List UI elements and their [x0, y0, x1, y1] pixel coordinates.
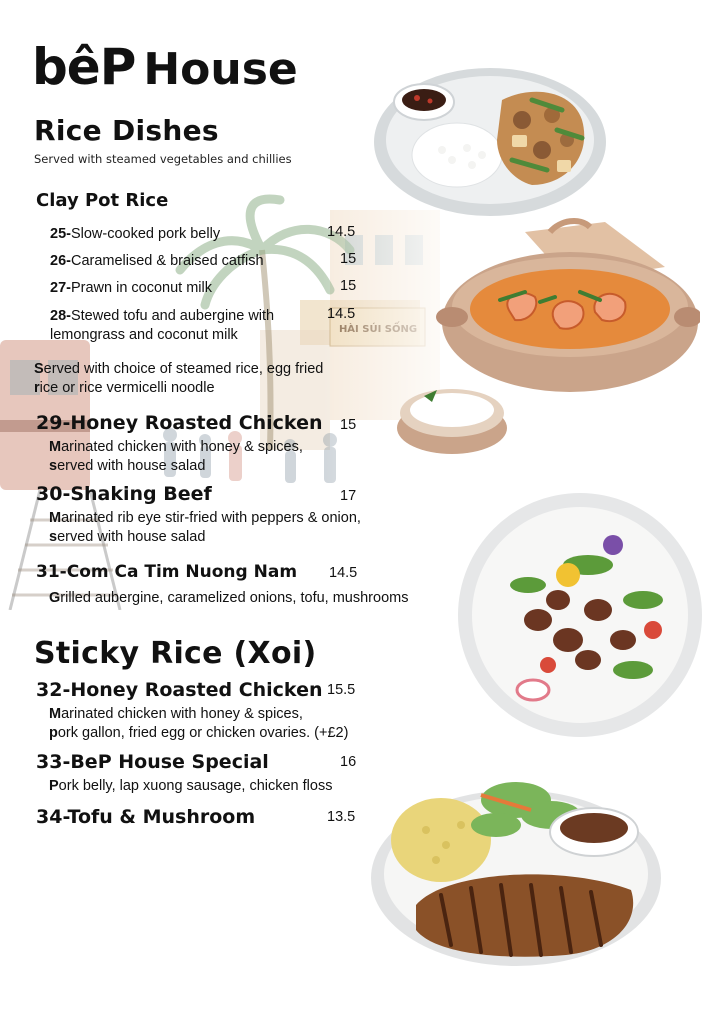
clay-pot-title: Clay Pot Rice — [36, 190, 169, 211]
item-price: 14.5 — [329, 565, 358, 581]
item-price: 15 — [340, 251, 357, 267]
bep-house-logo — [32, 28, 298, 96]
clay-pot-note-line2: rice or rice vermicelli noodle — [34, 380, 215, 396]
item-price: 15 — [340, 417, 357, 433]
item-description-line2: served with house salad — [49, 458, 206, 474]
item-price: 16 — [340, 754, 357, 770]
menu-item-27 — [50, 278, 212, 298]
item-description-line2: pork gallon, fried egg or chicken ovaries. (+£2) — [49, 725, 349, 741]
menu-item-26 — [50, 251, 264, 271]
item-description: Grilled aubergine, caramelized onions, tofu, mushrooms — [49, 590, 409, 606]
item-description: Marinated chicken with honey & spices, — [49, 439, 303, 455]
item-name: Stewed tofu and aubergine with — [70, 308, 275, 324]
item-description: Marinated rib eye stir-fried with peppers & onion, — [49, 510, 361, 526]
item-number: 27- — [50, 280, 71, 296]
menu-item-29-title: 29-Honey Roasted Chicken — [36, 412, 323, 434]
rice-dishes-subtitle: Served with steamed vegetables and chillies — [34, 152, 292, 166]
item-price: 14.5 — [327, 306, 356, 322]
item-price: 15 — [340, 278, 357, 294]
menu-item-28 — [50, 306, 274, 326]
item-description-line2: served with house salad — [49, 529, 206, 545]
item-description: Marinated chicken with honey & spices, — [49, 706, 303, 722]
menu-item-33-title: 33-BeP House Special — [36, 751, 269, 773]
item-number: 28- — [50, 308, 71, 324]
sticky-rice-title: Sticky Rice (Xoi) — [34, 636, 317, 671]
item-number: 25- — [50, 226, 71, 242]
logo-bep: bêP — [32, 38, 136, 96]
sticky-rice-chicken-plate-illustration — [366, 770, 666, 970]
item-number: 26- — [50, 253, 71, 269]
item-price: 14.5 — [327, 224, 356, 240]
rice-bowl-illustration — [392, 368, 512, 458]
item-name: Caramelised & braised catfish — [70, 253, 264, 269]
menu-item-32-title: 32-Honey Roasted Chicken — [36, 679, 323, 701]
item-price: 13.5 — [327, 809, 356, 825]
item-price: 15.5 — [327, 682, 356, 698]
item-name: Prawn in coconut milk — [70, 280, 212, 296]
rice-dishes-title: Rice Dishes — [34, 114, 219, 147]
menu-item-28-line2: lemongrass and coconut milk — [50, 327, 238, 343]
item-name: Slow-cooked pork belly — [70, 226, 221, 242]
shaking-beef-plate-illustration — [448, 490, 712, 740]
clay-pot-note-line1: Served with choice of steamed rice, egg fried — [34, 361, 324, 377]
menu-item-25 — [50, 224, 220, 244]
menu-item-30-title: 30-Shaking Beef — [36, 483, 212, 505]
rice-dish-plate-illustration — [372, 60, 608, 220]
menu-item-31-title: 31-Com Ca Tim Nuong Nam — [36, 562, 298, 582]
logo-house: House — [143, 44, 298, 95]
item-price: 17 — [340, 488, 357, 504]
item-description: Pork belly, lap xuong sausage, chicken floss — [49, 778, 333, 794]
menu-item-34-title: 34-Tofu & Mushroom — [36, 806, 256, 828]
